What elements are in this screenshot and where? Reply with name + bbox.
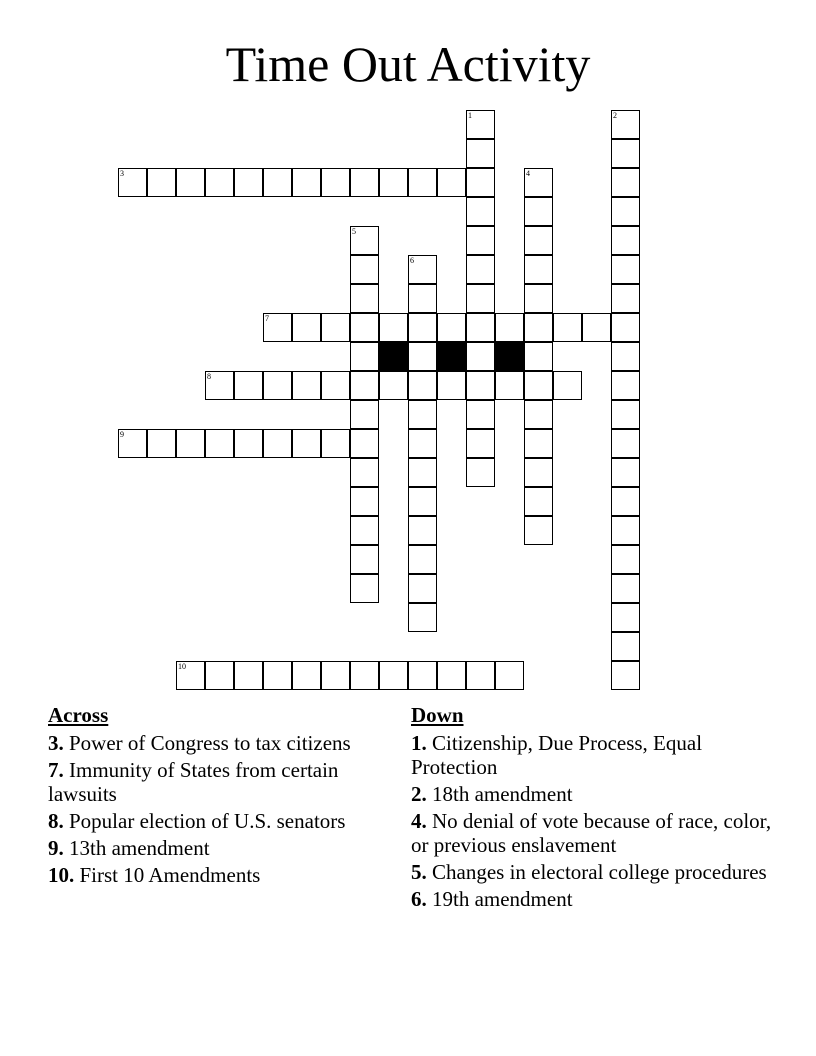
grid-cell[interactable] — [524, 313, 553, 342]
grid-cell[interactable] — [234, 661, 263, 690]
grid-cell[interactable] — [379, 313, 408, 342]
grid-cell[interactable] — [379, 661, 408, 690]
grid-cell[interactable] — [466, 342, 495, 371]
grid-cell[interactable] — [292, 168, 321, 197]
grid-cell[interactable] — [524, 342, 553, 371]
grid-cell[interactable] — [408, 661, 437, 690]
grid-cell[interactable] — [611, 313, 640, 342]
blocked-cell — [437, 342, 466, 371]
cell-number: 4 — [526, 169, 530, 178]
grid-cell[interactable] — [118, 168, 147, 197]
grid-cell[interactable] — [147, 429, 176, 458]
grid-cell[interactable] — [495, 661, 524, 690]
clue-text: Power of Congress to tax citizens — [69, 731, 351, 755]
grid-cell[interactable] — [611, 661, 640, 690]
cell-number: 7 — [265, 314, 269, 323]
grid-cell[interactable] — [321, 168, 350, 197]
grid-cell[interactable] — [611, 603, 640, 632]
grid-cell[interactable] — [205, 661, 234, 690]
clue-text: No denial of vote because of race, color, or previous enslavement — [411, 809, 772, 857]
grid-cell[interactable] — [611, 197, 640, 226]
grid-cell[interactable] — [408, 429, 437, 458]
grid-cell[interactable] — [350, 458, 379, 487]
grid-cell[interactable] — [466, 197, 495, 226]
clue-number: 10. — [48, 863, 75, 887]
cell-number: 5 — [352, 227, 356, 236]
clue-text: 19th amendment — [432, 887, 573, 911]
grid-cell[interactable] — [524, 197, 553, 226]
grid-cell[interactable] — [611, 342, 640, 371]
grid-cell[interactable] — [582, 313, 611, 342]
grid-cell[interactable] — [321, 313, 350, 342]
grid-cell[interactable] — [524, 458, 553, 487]
grid-cell[interactable] — [350, 313, 379, 342]
clue-number: 2. — [411, 782, 427, 806]
grid-cell[interactable] — [321, 661, 350, 690]
grid-cell[interactable] — [524, 429, 553, 458]
grid-cell[interactable] — [611, 632, 640, 661]
grid-cell[interactable] — [611, 284, 640, 313]
grid-cell[interactable] — [495, 371, 524, 400]
grid-cell[interactable] — [176, 168, 205, 197]
grid-cell[interactable] — [350, 371, 379, 400]
grid-cell[interactable] — [437, 371, 466, 400]
grid-cell[interactable] — [524, 371, 553, 400]
grid-cell[interactable] — [611, 487, 640, 516]
grid-cell[interactable] — [524, 255, 553, 284]
grid-cell[interactable] — [466, 255, 495, 284]
grid-cell[interactable] — [437, 313, 466, 342]
grid-cell[interactable] — [205, 168, 234, 197]
clue-text: Citizenship, Due Process, Equal Protection — [411, 731, 703, 779]
grid-cell[interactable] — [176, 661, 205, 690]
grid-cell[interactable] — [524, 284, 553, 313]
clue-text: Changes in electoral college procedures — [432, 860, 767, 884]
grid-cell[interactable] — [611, 226, 640, 255]
clue-number: 8. — [48, 809, 64, 833]
grid-cell[interactable] — [466, 226, 495, 255]
grid-cell[interactable] — [350, 400, 379, 429]
grid-cell[interactable] — [350, 545, 379, 574]
grid-cell[interactable] — [611, 139, 640, 168]
grid-cell[interactable] — [408, 371, 437, 400]
grid-cell[interactable] — [350, 487, 379, 516]
grid-cell[interactable] — [611, 545, 640, 574]
grid-cell[interactable] — [466, 371, 495, 400]
grid-cell[interactable] — [408, 487, 437, 516]
grid-cell[interactable] — [524, 400, 553, 429]
grid-cell[interactable] — [553, 371, 582, 400]
grid-cell[interactable] — [466, 400, 495, 429]
grid-cell[interactable] — [379, 168, 408, 197]
clue-text: First 10 Amendments — [79, 863, 261, 887]
grid-cell[interactable] — [524, 226, 553, 255]
grid-cell[interactable] — [408, 458, 437, 487]
grid-cell[interactable] — [408, 313, 437, 342]
grid-cell[interactable] — [466, 661, 495, 690]
grid-cell[interactable] — [437, 661, 466, 690]
grid-cell[interactable] — [466, 458, 495, 487]
clue-text: Immunity of States from certain lawsuits — [48, 758, 339, 806]
cell-number: 3 — [120, 169, 124, 178]
grid-cell[interactable] — [263, 313, 292, 342]
grid-cell[interactable] — [292, 429, 321, 458]
across-clue — [48, 836, 378, 860]
cell-number: 9 — [120, 430, 124, 439]
grid-cell[interactable] — [408, 516, 437, 545]
grid-cell[interactable] — [466, 313, 495, 342]
grid-cell[interactable] — [379, 371, 408, 400]
clue-number: 6. — [411, 887, 427, 911]
cell-number: 2 — [613, 111, 617, 120]
grid-cell[interactable] — [466, 284, 495, 313]
across-clue — [48, 758, 378, 806]
clue-text: Popular election of U.S. senators — [69, 809, 346, 833]
grid-cell[interactable] — [263, 661, 292, 690]
down-clue — [411, 887, 791, 911]
grid-cell[interactable] — [408, 574, 437, 603]
down-clue — [411, 860, 791, 884]
grid-cell[interactable] — [611, 168, 640, 197]
grid-cell[interactable] — [466, 168, 495, 197]
clue-number: 4. — [411, 809, 427, 833]
down-clue — [411, 809, 791, 857]
grid-cell[interactable] — [147, 168, 176, 197]
grid-cell[interactable] — [350, 429, 379, 458]
grid-cell[interactable] — [408, 603, 437, 632]
down-clue — [411, 731, 791, 779]
grid-cell[interactable] — [495, 313, 524, 342]
grid-cell[interactable] — [292, 371, 321, 400]
grid-cell[interactable] — [466, 110, 495, 139]
grid-cell[interactable] — [611, 429, 640, 458]
grid-cell[interactable] — [263, 168, 292, 197]
across-clue — [48, 863, 378, 887]
grid-cell[interactable] — [292, 313, 321, 342]
grid-cell[interactable] — [437, 168, 466, 197]
grid-cell[interactable] — [611, 574, 640, 603]
down-clue — [411, 782, 791, 806]
grid-cell[interactable] — [350, 516, 379, 545]
grid-cell[interactable] — [408, 168, 437, 197]
grid-cell[interactable] — [524, 168, 553, 197]
grid-cell[interactable] — [263, 429, 292, 458]
grid-cell[interactable] — [205, 371, 234, 400]
across-heading: Across — [48, 703, 109, 727]
grid-cell[interactable] — [466, 429, 495, 458]
grid-cell[interactable] — [118, 429, 147, 458]
grid-cell[interactable] — [408, 400, 437, 429]
grid-cell[interactable] — [350, 255, 379, 284]
grid-cell[interactable] — [321, 429, 350, 458]
grid-cell[interactable] — [524, 516, 553, 545]
grid-cell[interactable] — [408, 545, 437, 574]
grid-cell[interactable] — [263, 371, 292, 400]
blocked-cell — [379, 342, 408, 371]
grid-cell[interactable] — [611, 516, 640, 545]
clue-number: 9. — [48, 836, 64, 860]
grid-cell[interactable] — [611, 458, 640, 487]
grid-cell[interactable] — [611, 255, 640, 284]
across-clue — [48, 809, 378, 833]
clue-number: 5. — [411, 860, 427, 884]
grid-cell[interactable] — [408, 255, 437, 284]
grid-cell[interactable] — [350, 661, 379, 690]
clue-text: 18th amendment — [432, 782, 573, 806]
grid-cell[interactable] — [205, 429, 234, 458]
across-clue — [48, 731, 378, 755]
clue-text: 13th amendment — [69, 836, 210, 860]
grid-cell[interactable] — [234, 371, 263, 400]
grid-cell[interactable] — [408, 342, 437, 371]
grid-cell[interactable] — [611, 371, 640, 400]
cell-number: 1 — [468, 111, 472, 120]
grid-cell[interactable] — [234, 429, 263, 458]
grid-cell[interactable] — [350, 284, 379, 313]
grid-cell[interactable] — [350, 342, 379, 371]
grid-cell[interactable] — [350, 226, 379, 255]
grid-cell[interactable] — [553, 313, 582, 342]
grid-cell[interactable] — [611, 110, 640, 139]
cell-number: 10 — [178, 662, 186, 671]
grid-cell[interactable] — [611, 400, 640, 429]
down-heading: Down — [411, 703, 464, 727]
grid-cell[interactable] — [524, 487, 553, 516]
grid-cell[interactable] — [176, 429, 205, 458]
across-clues — [48, 703, 378, 890]
cell-number: 8 — [207, 372, 211, 381]
page-title: Time Out Activity — [225, 36, 591, 92]
grid-cell[interactable] — [292, 661, 321, 690]
clue-number: 3. — [48, 731, 64, 755]
grid-cell[interactable] — [408, 284, 437, 313]
clue-number: 1. — [411, 731, 427, 755]
clue-number: 7. — [48, 758, 64, 782]
grid-cell[interactable] — [350, 168, 379, 197]
grid-cell[interactable] — [234, 168, 263, 197]
grid-cell[interactable] — [466, 139, 495, 168]
grid-cell[interactable] — [350, 574, 379, 603]
down-clues — [411, 703, 791, 914]
grid-cell[interactable] — [321, 371, 350, 400]
cell-number: 6 — [410, 256, 414, 265]
blocked-cell — [495, 342, 524, 371]
